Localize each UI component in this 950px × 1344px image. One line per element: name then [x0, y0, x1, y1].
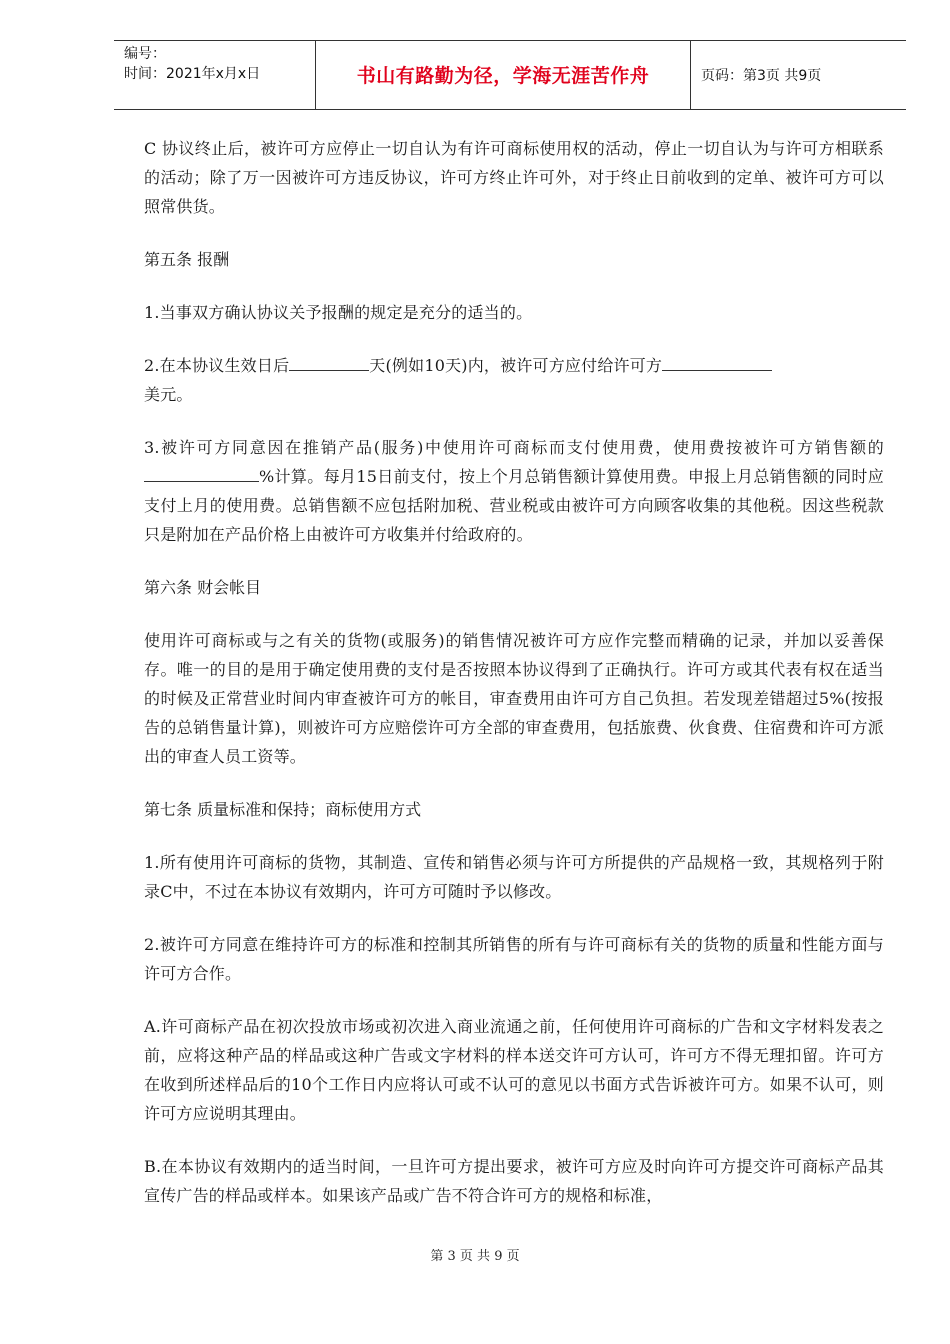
clause-3-text-a: 3.被许可方同意因在推销产品(服务)中使用许可商标而支付使用费，使用费按被许可方销售额的 — [144, 438, 884, 457]
doc-time-label: 时间：2021年x月x日 — [124, 66, 261, 82]
article-7-title: 第七条 质量标准和保持；商标使用方式 — [144, 800, 422, 819]
article-7-clause-b: B.在本协议有效期内的适当时间，一旦许可方提出要求，被许可方应及时向许可方提交许可商标产品其宣传广告的样品或样本。如果该产品或广告不符合许可方的规格和标准， — [144, 1157, 884, 1205]
header-page-info: 页码：第3页 共9页 — [701, 68, 822, 84]
article-7-clause-1: 1.所有使用许可商标的货物，其制造、宣传和销售必须与许可方所提供的产品规格一致，其规格列于附录C中，不过在本协议有效期内，许可方可随时予以修改。 — [144, 853, 884, 901]
document-header — [114, 40, 906, 110]
article-7-clause-a: A.许可商标产品在初次投放市场或初次进入商业流通之前，任何使用许可商标的广告和文字材料发表之前，应将这种产品的样品或这种广告或文字材料的样本送交许可方认可，许可方不得无理扣留。许可方在收到所述样品后的10个工作日内应将认可或不认可的意见以书面方式告诉被许可方。如果不认可，则许可方应说明其理由。 — [144, 1017, 884, 1123]
article-5-clause-3 — [144, 433, 884, 549]
page-footer: 第 3 页 共 9 页 — [430, 1249, 520, 1264]
doc-number-label: 编号： — [124, 46, 166, 62]
header-page-cell — [691, 41, 906, 109]
clause-2-text-b: 天(例如10天)内，被许可方应付给许可方 — [369, 356, 663, 375]
days-blank-field — [289, 352, 369, 371]
clause-3-text-b: %计算。每月15日前支付，按上个月总销售额计算使用费。申报上月总销售额的同时应支付上月的使用费。总销售额不应包括附加税、营业税或由被许可方向顾客收集的其他税。因这些税款只是附加在产品价格上由被许可方收集并付给政府的。 — [144, 467, 884, 544]
article-5-clause-1: 1.当事双方确认协议关予报酬的规定是充分的适当的。 — [144, 303, 533, 322]
header-meta-cell — [114, 41, 316, 109]
percent-blank-field — [144, 463, 259, 482]
article-5-clause-2 — [144, 351, 884, 409]
clause-2-text-c: 美元。 — [144, 385, 193, 404]
clause-2-text-a: 2.在本协议生效日后 — [144, 356, 290, 375]
article-6-title: 第六条 财会帐目 — [144, 578, 262, 597]
article-6-paragraph: 使用许可商标或与之有关的货物(或服务)的销售情况被许可方应作完整而精确的记录，并加以妥善保存。唯一的目的是用于确定使用费的支付是否按照本协议得到了正确执行。许可方或其代表有权在适当的时候及正常营业时间内审查被许可方的帐目，审查费用由许可方自己负担。若发现差错超过5%(按报告的总销售量计算)，则被许可方应赔偿许可方全部的审查费用，包括旅费、伙食费、住宿费和许可方派出的审查人员工资等。 — [144, 631, 884, 766]
paragraph-c: C 协议终止后，被许可方应停止一切自认为有许可商标使用权的活动，停止一切自认为与许可方相联系的活动；除了万一因被许可方违反协议，许可方终止许可外，对于终止日前收到的定单、被许可方可以照常供货。 — [144, 139, 884, 216]
document-body — [144, 134, 884, 1234]
amount-blank-field — [662, 352, 772, 371]
header-motto-cell — [316, 41, 691, 109]
article-5-title: 第五条 报酬 — [144, 250, 230, 269]
article-7-clause-2: 2.被许可方同意在维持许可方的标准和控制其所销售的所有与许可商标有关的货物的质量和性能方面与许可方合作。 — [144, 935, 884, 983]
header-motto: 书山有路勤为径，学海无涯苦作舟 — [356, 65, 650, 87]
